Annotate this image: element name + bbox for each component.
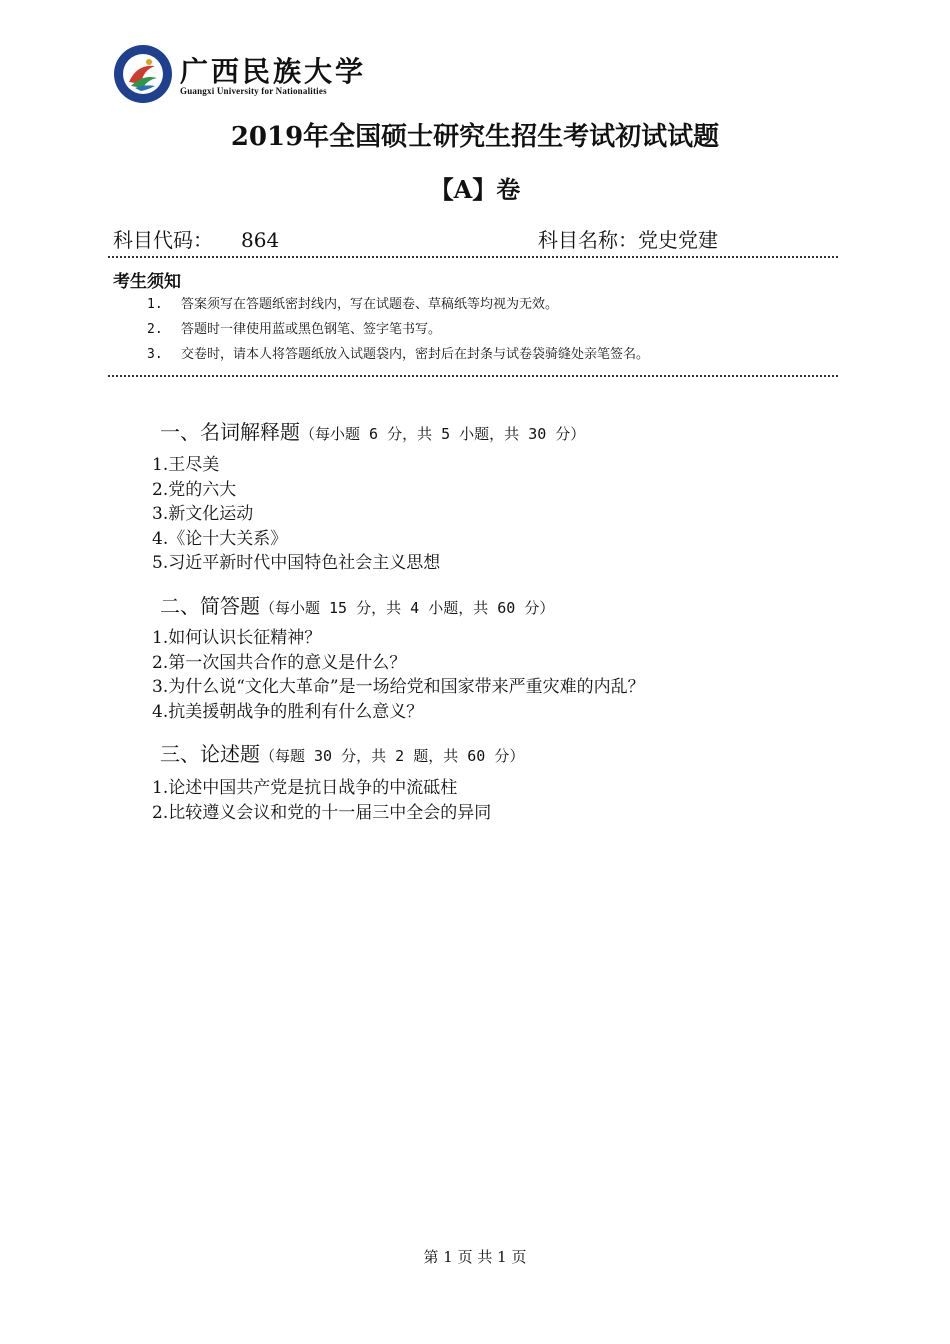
notice-title: 考生须知 xyxy=(113,272,181,292)
question-list xyxy=(152,453,440,576)
question-item: 1.论述中国共产党是抗日战争的中流砥柱 xyxy=(152,778,458,798)
subject-name xyxy=(538,224,718,253)
question-item: 2.第一次国共合作的意义是什么？ xyxy=(152,652,407,673)
notice-item: 3. 交卷时，请本人将答题纸放入试题袋内，密封后在封条与试卷袋骑缝处亲笔签名。 xyxy=(147,347,650,362)
section-note: （每小题 15 分，共 4 小题，共 60 分） xyxy=(260,599,555,617)
section-heading xyxy=(160,416,585,445)
question-item: 1.如何认识长征精神？ xyxy=(152,628,322,648)
section-note: （每题 30 分，共 2 题，共 60 分） xyxy=(260,747,525,765)
section-title: 二、简答题 xyxy=(160,594,260,618)
university-seal-logo xyxy=(113,44,173,104)
section-note: （每小题 6 分，共 5 小题，共 30 分） xyxy=(300,425,586,443)
subject-name-value: 党史党建 xyxy=(638,228,718,252)
section-heading xyxy=(160,590,554,619)
dotted-divider-bottom xyxy=(108,375,838,377)
subject-name-label: 科目名称： xyxy=(538,228,638,252)
notice-list xyxy=(147,292,649,367)
page-footer: 第 1 页 共 1 页 xyxy=(423,1248,527,1266)
question-list xyxy=(152,776,491,825)
section-title: 三、论述题 xyxy=(160,742,260,766)
subject-code xyxy=(113,224,279,253)
notice-item: 1. 答案须写在答题纸密封线内，写在试题卷、草稿纸等均视为无效。 xyxy=(147,297,559,312)
question-item: 3.为什么说“文化大革命”是一场给党和国家带来严重灾难的内乱？ xyxy=(152,677,645,697)
subject-code-label: 科目代码： xyxy=(113,228,213,252)
question-item: 2.比较遵义会议和党的十一届三中全会的异同 xyxy=(152,802,492,823)
question-item: 4.抗美援朝战争的胜利有什么意义？ xyxy=(152,701,424,722)
question-item: 1.王尽美 xyxy=(152,455,220,475)
exam-title: 2019年全国硕士研究生招生考试初试试题 xyxy=(230,122,720,152)
notice-item: 2. 答题时一律使用蓝或黑色钢笔、签字笔书写。 xyxy=(147,322,442,337)
university-name-en: Guangxi University for Nationalities xyxy=(180,86,327,96)
question-item: 5.习近平新时代中国特色社会主义思想 xyxy=(152,553,441,573)
question-item: 3.新文化运动 xyxy=(152,504,254,524)
question-item: 2.党的六大 xyxy=(152,479,237,500)
question-list xyxy=(152,626,645,724)
question-item: 4.《论十大关系》 xyxy=(152,528,288,549)
subject-code-value: 864 xyxy=(241,228,280,252)
section-heading xyxy=(160,738,524,767)
exam-volume: 【A】卷 xyxy=(429,175,521,204)
dotted-divider-top xyxy=(108,256,838,258)
section-title: 一、名词解释题 xyxy=(160,420,300,444)
university-name-cn: 广西民族大学 xyxy=(180,55,367,88)
